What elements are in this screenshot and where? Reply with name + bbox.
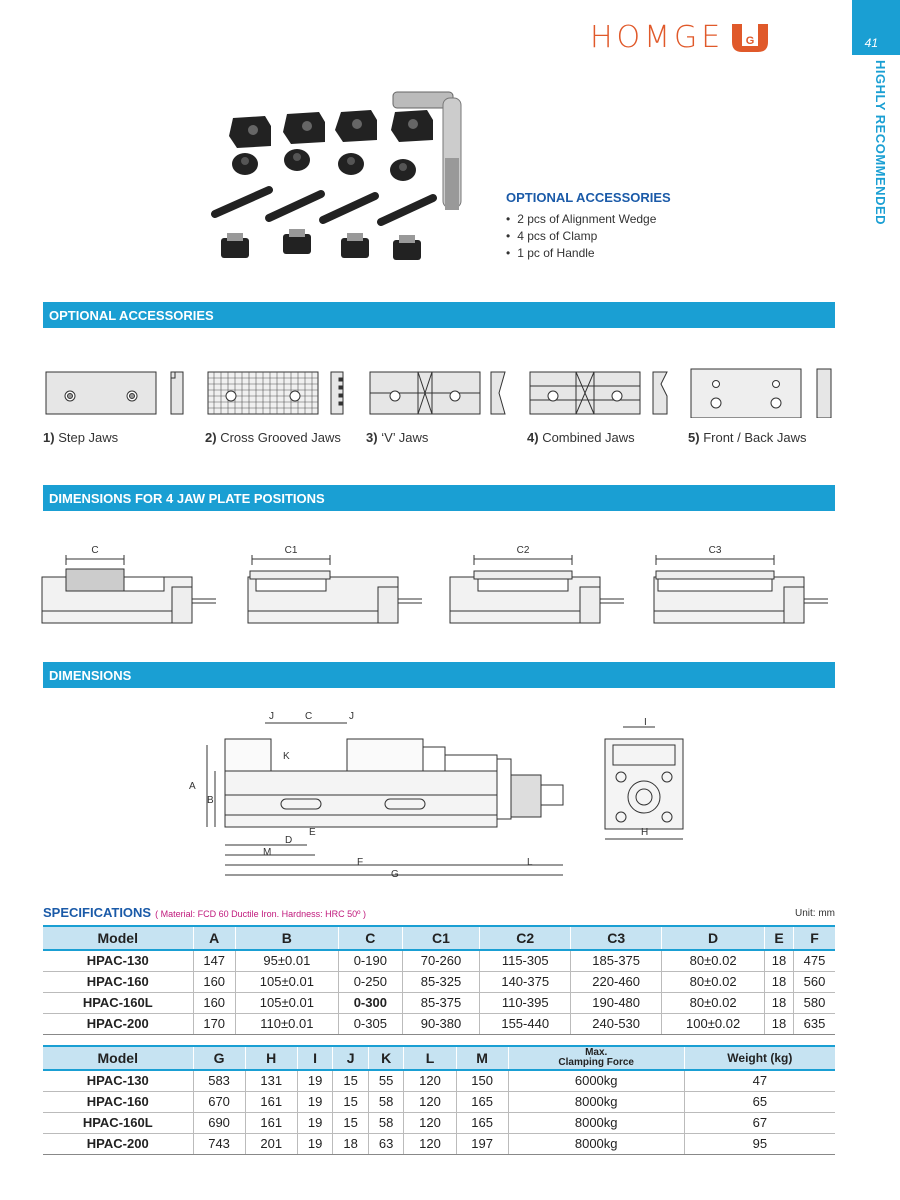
table-cell: 15 (333, 1112, 369, 1133)
table-cell: 161 (245, 1091, 297, 1112)
table-cell: 95±0.01 (235, 950, 338, 971)
table-header: I (297, 1046, 333, 1070)
table-header: K (368, 1046, 404, 1070)
table-cell: 55 (368, 1070, 404, 1091)
table-header: J (333, 1046, 369, 1070)
table-cell: 8000kg (508, 1091, 684, 1112)
table-cell: 85-375 (402, 992, 479, 1013)
table-header: E (765, 926, 794, 950)
table-header: G (193, 1046, 245, 1070)
accessories-intro (506, 190, 671, 262)
accessories-photo (205, 88, 490, 293)
table-cell: 580 (793, 992, 835, 1013)
table-row (43, 1133, 835, 1154)
table-cell: 197 (456, 1133, 508, 1154)
specifications-note: ( Material: FCD 60 Ductile Iron. Hardness: HRC 50º ) (155, 909, 366, 919)
table-cell: 19 (297, 1133, 333, 1154)
table-cell: 63 (368, 1133, 404, 1154)
dim-label-j1: J (269, 711, 274, 722)
step-jaw-drawing (46, 372, 183, 414)
table-cell: 90-380 (402, 1013, 479, 1034)
dim-label-c: C (305, 711, 313, 722)
vise-position-c3 (654, 555, 828, 623)
table-header: A (193, 926, 235, 950)
dim-label-g: G (391, 869, 399, 880)
table-header: Model (43, 926, 193, 950)
table-cell: 15 (333, 1091, 369, 1112)
table-cell: HPAC-160 (43, 971, 193, 992)
dim-label-a: A (189, 781, 196, 792)
table-cell: 95 (684, 1133, 835, 1154)
table-cell: 58 (368, 1091, 404, 1112)
table-cell: HPAC-160 (43, 1091, 193, 1112)
dim-label-l: L (527, 857, 533, 868)
jaw-positions-drawing (38, 535, 838, 630)
table-cell: 0-305 (338, 1013, 402, 1034)
table-cell: 743 (193, 1133, 245, 1154)
list-item: • 1 pc of Handle (506, 245, 671, 262)
list-item: • 4 pcs of Clamp (506, 228, 671, 245)
table-cell: HPAC-200 (43, 1013, 193, 1034)
table-cell: 201 (245, 1133, 297, 1154)
unit-label: Unit: mm (795, 908, 835, 919)
table-header: C1 (402, 926, 479, 950)
brand-mark-letter: G (745, 35, 755, 47)
table-cell: 18 (765, 1013, 794, 1034)
table-cell: HPAC-160L (43, 1112, 193, 1133)
table-header: F (793, 926, 835, 950)
brand-name: HOMGE (590, 20, 725, 55)
wedge-block (229, 110, 433, 148)
t-slot-block (221, 229, 421, 260)
table-cell: 0-300 (338, 992, 402, 1013)
page-number: 41 (852, 0, 900, 55)
position-label-c2: C2 (516, 545, 530, 556)
table-cell: 19 (297, 1091, 333, 1112)
vise-position-c1 (248, 555, 422, 623)
table-cell: HPAC-160L (43, 992, 193, 1013)
table-header: C (338, 926, 402, 950)
spec-table-1 (43, 925, 835, 1035)
table-row (43, 992, 835, 1013)
combined-jaw-drawing (530, 372, 667, 414)
jaws-drawings (43, 368, 843, 418)
table-cell: 80±0.02 (662, 971, 765, 992)
vise-position-c (42, 555, 216, 623)
table-row (43, 950, 835, 971)
section-bar-dimensions: DIMENSIONS (43, 662, 835, 688)
section-bar-optional-accessories: OPTIONAL ACCESSORIES (43, 302, 835, 328)
table-cell: 0-190 (338, 950, 402, 971)
table-cell: 18 (765, 950, 794, 971)
accessories-title: OPTIONAL ACCESSORIES (506, 190, 671, 205)
table-cell: 475 (793, 950, 835, 971)
dim-label-i: I (644, 717, 647, 728)
dim-label-f: F (357, 857, 364, 868)
jaw-label-step: 1) Step Jaws (43, 430, 119, 445)
table-cell: HPAC-130 (43, 950, 193, 971)
table-cell: 110±0.01 (235, 1013, 338, 1034)
dimensions-drawing (185, 705, 705, 890)
vise-position-c2 (450, 555, 624, 623)
table-cell: 190-480 (571, 992, 662, 1013)
table-header: B (235, 926, 338, 950)
table-header: L (404, 1046, 456, 1070)
table-cell: 160 (193, 992, 235, 1013)
table-cell: 80±0.02 (662, 992, 765, 1013)
table-cell: 150 (456, 1070, 508, 1091)
table-cell: 131 (245, 1070, 297, 1091)
table-cell: 70-260 (402, 950, 479, 971)
table-cell: 85-325 (402, 971, 479, 992)
table-header: C3 (571, 926, 662, 950)
handle (393, 92, 461, 210)
table-cell: 160 (193, 971, 235, 992)
position-label-c: C (91, 545, 99, 556)
table-header: M (456, 1046, 508, 1070)
table-cell: 120 (404, 1091, 456, 1112)
table-cell: 18 (765, 992, 794, 1013)
table-header: Weight (kg) (684, 1046, 835, 1070)
table-row (43, 1013, 835, 1034)
table-cell: 161 (245, 1112, 297, 1133)
table-cell: 18 (333, 1133, 369, 1154)
table-cell: 147 (193, 950, 235, 971)
table-cell: 155-440 (480, 1013, 571, 1034)
table-cell: 105±0.01 (235, 992, 338, 1013)
table-cell: 120 (404, 1112, 456, 1133)
table-cell: 15 (333, 1070, 369, 1091)
jaw-label-front-back: 5) Front / Back Jaws (688, 430, 807, 445)
jaw-label-cross-grooved: 2) Cross Grooved Jaws (205, 430, 341, 445)
front-back-jaw-drawing (691, 369, 831, 418)
table-cell: 185-375 (571, 950, 662, 971)
table-cell: HPAC-130 (43, 1070, 193, 1091)
table-header: C2 (480, 926, 571, 950)
table-cell: 120 (404, 1133, 456, 1154)
table-row (43, 1112, 835, 1133)
table-cell: 0-250 (338, 971, 402, 992)
dim-label-d: D (285, 835, 293, 846)
dim-label-m: M (263, 847, 272, 858)
table-cell: 165 (456, 1112, 508, 1133)
table-cell: 583 (193, 1070, 245, 1091)
dim-label-k: K (283, 751, 290, 762)
table-header: Model (43, 1046, 193, 1070)
table-cell: 670 (193, 1091, 245, 1112)
position-label-c1: C1 (284, 545, 298, 556)
table-cell: 8000kg (508, 1133, 684, 1154)
table-cell: 80±0.02 (662, 950, 765, 971)
table-row (43, 971, 835, 992)
table-cell: 8000kg (508, 1112, 684, 1133)
table-cell: 110-395 (480, 992, 571, 1013)
table-header: Max. Clamping Force (508, 1046, 684, 1070)
brand-logo (590, 22, 770, 54)
cross-grooved-jaw-drawing (208, 372, 343, 414)
side-label: HIGHLY RECOMMENDED (873, 60, 888, 226)
table-cell: 220-460 (571, 971, 662, 992)
v-jaw-drawing (370, 372, 505, 414)
table-cell: 100±0.02 (662, 1013, 765, 1034)
position-label-c3: C3 (708, 545, 722, 556)
table-cell: 6000kg (508, 1070, 684, 1091)
spec-table-2 (43, 1045, 835, 1155)
accessories-list (506, 211, 671, 262)
section-bar-jaw-positions: DIMENSIONS FOR 4 JAW PLATE POSITIONS (43, 485, 835, 511)
table-cell: 170 (193, 1013, 235, 1034)
jaw-label-v: 3) ‘V’ Jaws (366, 430, 429, 445)
table-header: D (662, 926, 765, 950)
list-item: • 2 pcs of Alignment Wedge (506, 211, 671, 228)
table-cell: HPAC-200 (43, 1133, 193, 1154)
stud-bolt (215, 190, 433, 222)
table-cell: 165 (456, 1091, 508, 1112)
brand-mark-icon (730, 22, 770, 54)
dim-label-b: B (207, 795, 214, 806)
table-cell: 115-305 (480, 950, 571, 971)
table-cell: 120 (404, 1070, 456, 1091)
table-cell: 19 (297, 1112, 333, 1133)
table-cell: 140-375 (480, 971, 571, 992)
dim-label-j2: J (349, 711, 354, 722)
table-cell: 690 (193, 1112, 245, 1133)
table-cell: 560 (793, 971, 835, 992)
table-cell: 67 (684, 1112, 835, 1133)
table-cell: 635 (793, 1013, 835, 1034)
table-cell: 47 (684, 1070, 835, 1091)
table-cell: 58 (368, 1112, 404, 1133)
table-row (43, 1070, 835, 1091)
table-cell: 105±0.01 (235, 971, 338, 992)
table-header: H (245, 1046, 297, 1070)
side-tab (852, 0, 900, 1200)
table-cell: 18 (765, 971, 794, 992)
table-row (43, 1091, 835, 1112)
specifications-title: SPECIFICATIONS ( Material: FCD 60 Ductile Iron. Hardness: HRC 50º ) (43, 905, 366, 920)
jaw-label-combined: 4) Combined Jaws (527, 430, 635, 445)
table-cell: 19 (297, 1070, 333, 1091)
table-cell: 240-530 (571, 1013, 662, 1034)
table-cell: 65 (684, 1091, 835, 1112)
flange-nut (232, 149, 416, 181)
dim-label-h: H (641, 827, 649, 838)
dim-label-e: E (309, 827, 316, 838)
